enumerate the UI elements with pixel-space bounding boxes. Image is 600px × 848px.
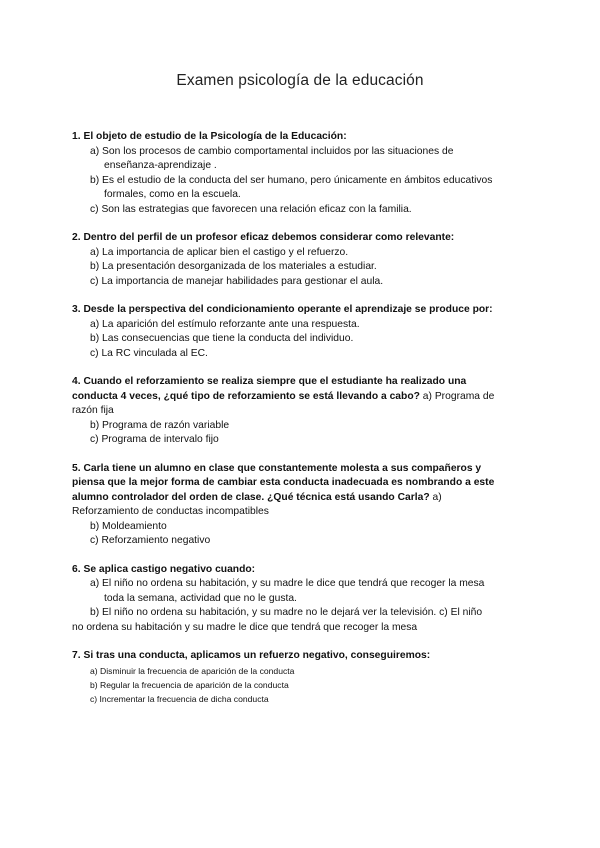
question-7-option-a: a) Disminuir la frecuencia de aparición de la conducta <box>90 665 295 676</box>
question-5-option-b: b) Moldeamiento <box>90 520 167 532</box>
page-title: Examen psicología de la educación <box>176 72 424 89</box>
question-3-title: 3. Desde la perspectiva del condicionamiento operante el aprendizaje se produce por: <box>72 304 493 315</box>
question-1 <box>72 130 528 217</box>
question-5-option-a-cont: Reforzamiento de conductas incompatibles <box>72 506 269 517</box>
question-2 <box>72 231 528 289</box>
question-3-option-a: a) La aparición del estímulo reforzante ante una respuesta. <box>90 318 360 330</box>
question-4-option-a-cont: razón fija <box>72 405 114 416</box>
question-1-option-c: c) Son las estrategias que favorecen una relación eficaz con la familia. <box>90 203 412 215</box>
question-4-option-a: a) Programa de <box>422 390 495 402</box>
question-1-option-a: a) Son los procesos de cambio comportamental incluidos por las situaciones de enseñanza-aprendizaje . <box>90 145 454 171</box>
question-4-option-c: c) Programa de intervalo fijo <box>90 434 219 445</box>
question-6-option-a: a) El niño no ordena su habitación, y su madre le dice que tendrá que recoger la mesa toda la semana, actividad que no le gusta. <box>90 578 485 604</box>
question-4 <box>72 375 528 448</box>
question-6-title: 6. Se aplica castigo negativo cuando: <box>72 563 256 575</box>
question-2-option-b: b) La presentación desorganizada de los materiales a estudiar. <box>90 261 377 272</box>
question-5-option-c: c) Reforzamiento negativo <box>90 535 211 546</box>
question-4-option-b: b) Programa de razón variable <box>90 419 230 431</box>
question-6 <box>72 563 528 636</box>
question-3 <box>72 303 528 361</box>
question-7 <box>72 649 528 706</box>
question-list <box>72 130 528 706</box>
question-2-option-a: a) La importancia de aplicar bien el castigo y el refuerzo. <box>90 246 349 258</box>
question-5 <box>72 462 528 549</box>
question-3-option-c: c) La RC vinculada al EC. <box>90 347 208 359</box>
question-7-title: 7. Si tras una conducta, aplicamos un refuerzo negativo, conseguiremos: <box>72 650 431 661</box>
question-1-option-b: b) Es el estudio de la conducta del ser humano, pero únicamente en ámbitos educativos formales, como en la escuela. <box>90 174 493 200</box>
question-4-title: 4. Cuando el reforzamiento se realiza siempre que el estudiante ha realizado una conducta 4 veces, ¿qué tipo de reforzamiento se está llevando a cabo? a) Programa de razón fija <box>72 376 495 416</box>
question-2-title: 2. Dentro del perfil de un profesor eficaz debemos considerar como relevante: <box>72 232 455 243</box>
question-2-option-c: c) La importancia de manejar habilidades para gestionar el aula. <box>90 275 384 287</box>
question-7-option-c: c) Incrementar la frecuencia de dicha conducta <box>90 693 269 704</box>
question-3-option-b: b) Las consecuencias que tiene la conducta del individuo. <box>90 333 354 344</box>
question-5-option-a: a) <box>432 491 442 503</box>
question-5-title: 5. Carla tiene un alumno en clase que constantemente molesta a sus compañeros y piensa que la mejor forma de cambiar esta conducta inadecuada es nombrando a este alumno controlador del orden de clase. ¿Qué técnica está usando Carla? a) Reforzamiento de conductas incompatibles <box>72 462 495 517</box>
question-7-option-b: b) Regular la frecuencia de aparición de la conducta <box>90 679 289 690</box>
question-1-title: 1. El objeto de estudio de la Psicología de la Educación: <box>72 131 347 142</box>
question-6-option-b: b) El niño no ordena su habitación, y su madre no le dejará ver la televisión. c) El niño no ordena su habitación y su madre le dice que tendrá que recoger la mesa <box>72 607 483 633</box>
